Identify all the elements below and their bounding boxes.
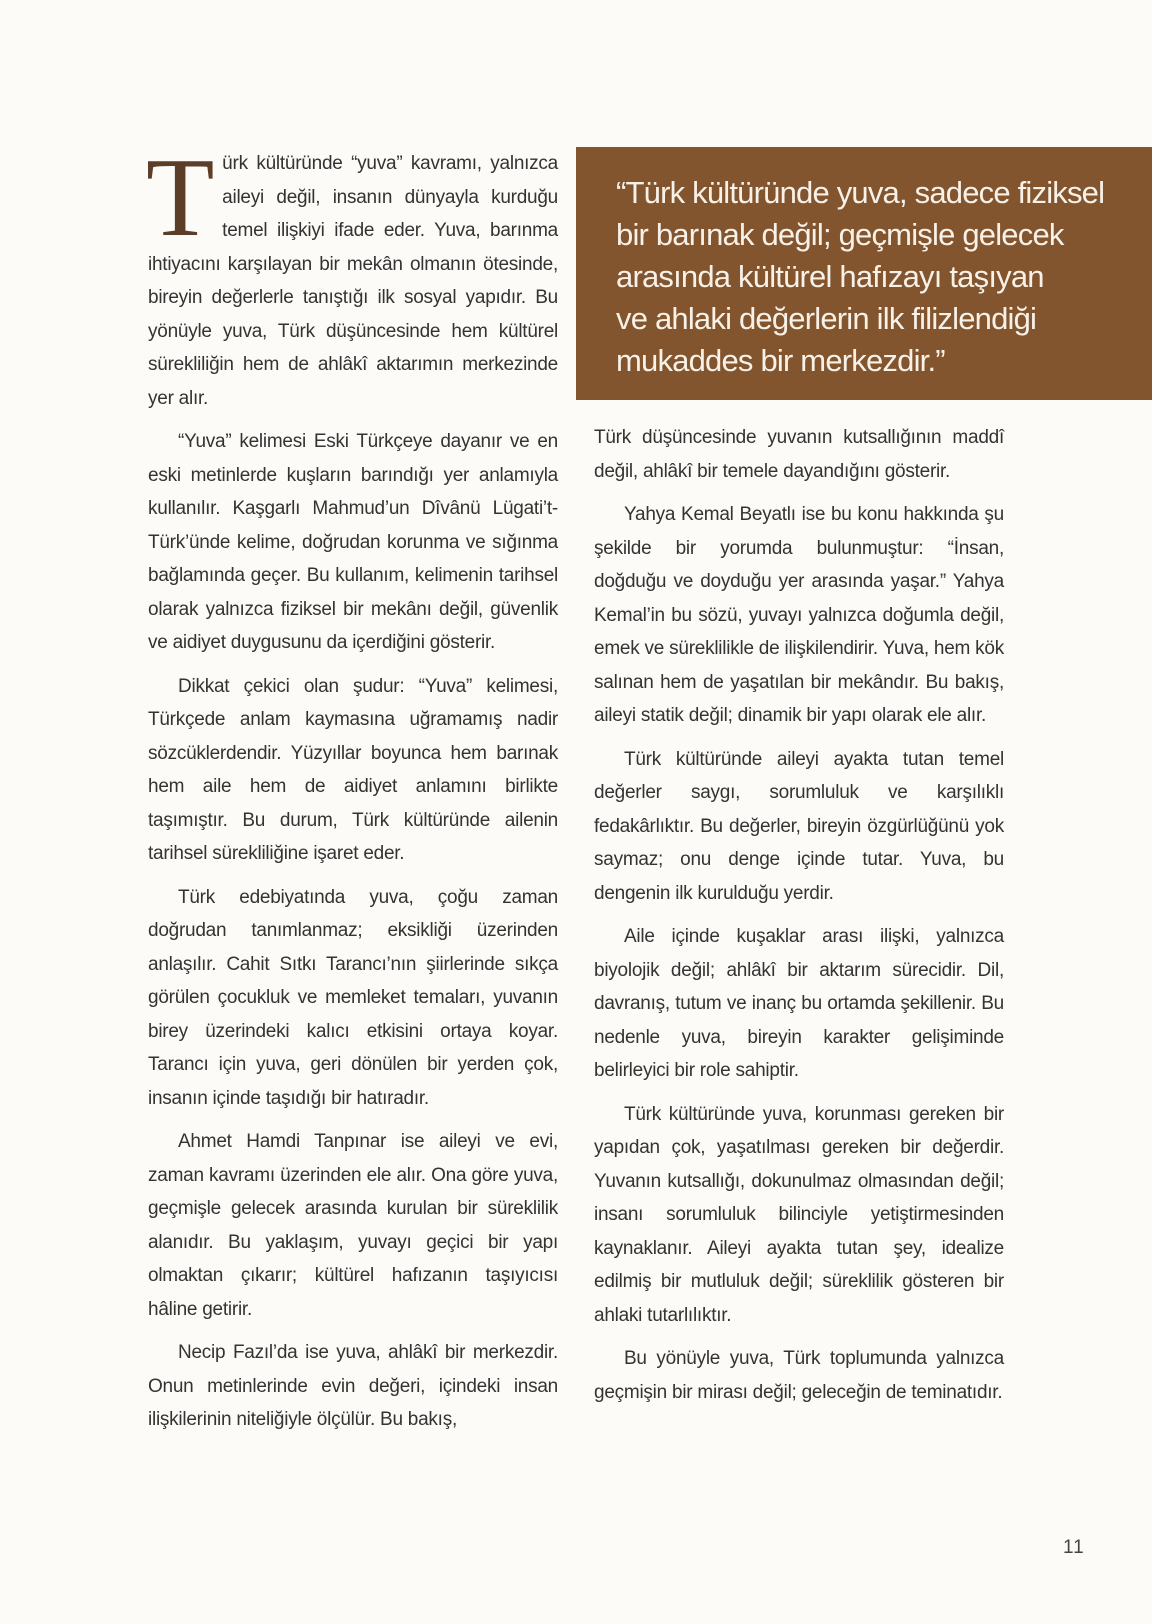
body-paragraph: Ahmet Hamdi Tanpınar ise aileyi ve evi, zaman kavramı üzerinden ele alır. Ona göre yuva, geçmişle gelecek arasında kurulan bir süreklilik alanıdır. Bu yaklaşım, yuvayı geçici bir yapı olmaktan çıkarır; kültürel hafızanın taşıyıcısı hâline getirir. xyxy=(148,1131,558,1320)
page-number: 11 xyxy=(1063,1537,1085,1558)
pull-quote-box xyxy=(576,147,1152,400)
intro-paragraph xyxy=(146,136,558,415)
dropcap-letter: T xyxy=(146,136,215,260)
pull-quote-text: “Türk kültüründe yuva, sadece fiziksel bir barınak değil; geçmişle gelecek arasında kültürel hafızayı taşıyan ve ahlaki değerlerin ilk filizlendiği mukaddes bir merkezdir.” xyxy=(616,175,1105,378)
continuation-paragraph: Türk düşüncesinde yuvanın kutsallığının maddî değil, ahlâkî bir temele dayandığını gösterir. xyxy=(594,427,1004,482)
body-paragraph: Bu yönüyle yuva, Türk toplumunda yalnızca geçmişin bir mirası değil; geleceğin de teminatıdır. xyxy=(594,1348,1004,1403)
body-paragraph: Yahya Kemal Beyatlı ise bu konu hakkında şu şekilde bir yorumda bulunmuştur: “İnsan, doğduğu ve doyduğu yer arasında yaşar.” Yahya Kemal’in bu sözü, yuvayı yalnızca doğumla değil, emek ve süreklilikle de ilişkilendirir. Yuva, hem kök salınan hem de yaşatılan bir mekândır. Bu bakış, aileyi statik değil; dinamik bir yapı olarak ele alır. xyxy=(594,504,1004,726)
body-paragraph: Türk edebiyatında yuva, çoğu zaman doğrudan tanımlanmaz; eksikliği üzerinden anlaşılır. Cahit Sıtkı Tarancı’nın şiirlerinde sıkça görülen çocukluk ve memleket temaları, yuvanın birey üzerindeki kalıcı etkisini ortaya koyar. Tarancı için yuva, geri dönülen bir yerden çok, insanın içinde taşıdığı bir hatıradır. xyxy=(148,886,558,1109)
intro-text: ürk kültüründe “yuva” kavramı, yalnızca aileyi değil, insanın dünyayla kurduğu temel ilişkiyi ifade eder. Yuva, barınma ihtiyacını karşılayan bir mekân olmanın ötesinde, bireyin değerlerle tanıştığı ilk sosyal yapıdır. Bu yönüyle yuva, Türk düşüncesinde hem kültürel sürekliliğin hem de ahlâkî aktarımın merkezinde yer alır. xyxy=(148,153,558,409)
left-column xyxy=(146,136,558,1447)
body-paragraph: Dikkat çekici olan şudur: “Yuva” kelimesi, Türkçede anlam kaymasına uğramamış nadir sözcüklerdendir. Yüzyıllar boyunca hem barınak hem aile hem de aidiyet anlamını birlikte taşımıştır. Bu durum, Türk kültüründe ailenin tarihsel sürekliliğine işaret eder. xyxy=(148,675,558,864)
body-paragraph: Türk kültüründe yuva, korunması gereken bir yapıdan çok, yaşatılması gereken bir değerdir. Yuvanın kutsallığı, dokunulmaz olmasından değil; insanı sorumluluk bilinciyle yetiştirmesinden kaynaklanır. Aileyi ayakta tutan şey, idealize edilmiş bir mutluluk değil; süreklilik gösteren bir ahlaki tutarlılıktır. xyxy=(594,1103,1004,1326)
body-paragraph: Aile içinde kuşaklar arası ilişki, yalnızca biyolojik değil; ahlâkî bir aktarım sürecidir. Dil, davranış, tutum ve inanç bu ortamda şekillenir. Bu nedenle yuva, bireyin karakter gelişiminde belirleyici bir role sahiptir. xyxy=(594,926,1004,1081)
body-paragraph: “Yuva” kelimesi Eski Türkçeye dayanır ve en eski metinlerde kuşların barındığı yer anlamıyla kullanılır. Kaşgarlı Mahmud’un Dîvânü Lügati’t-Türk’ünde kelime, doğrudan korunma ve sığınma bağlamında geçer. Bu kullanım, kelimenin tarihsel olarak yalnızca fiziksel bir mekânı değil, güvenlik ve aidiyet duygusunu da içerdiğini gösterir. xyxy=(148,431,558,653)
body-paragraph: Necip Fazıl’da ise yuva, ahlâkî bir merkezdir. Onun metinlerinde evin değeri, içindeki insan ilişkilerinin niteliğiyle ölçülür. Bu bakış, xyxy=(148,1342,558,1430)
body-paragraph: Türk kültüründe aileyi ayakta tutan temel değerler saygı, sorumluluk ve karşılıklı fedakârlıktır. Bu değerler, bireyin özgürlüğünü yok saymaz; onu denge içinde tutar. Yuva, bu dengenin ilk kurulduğu yerdir. xyxy=(594,748,1004,904)
right-column xyxy=(594,421,1004,1419)
